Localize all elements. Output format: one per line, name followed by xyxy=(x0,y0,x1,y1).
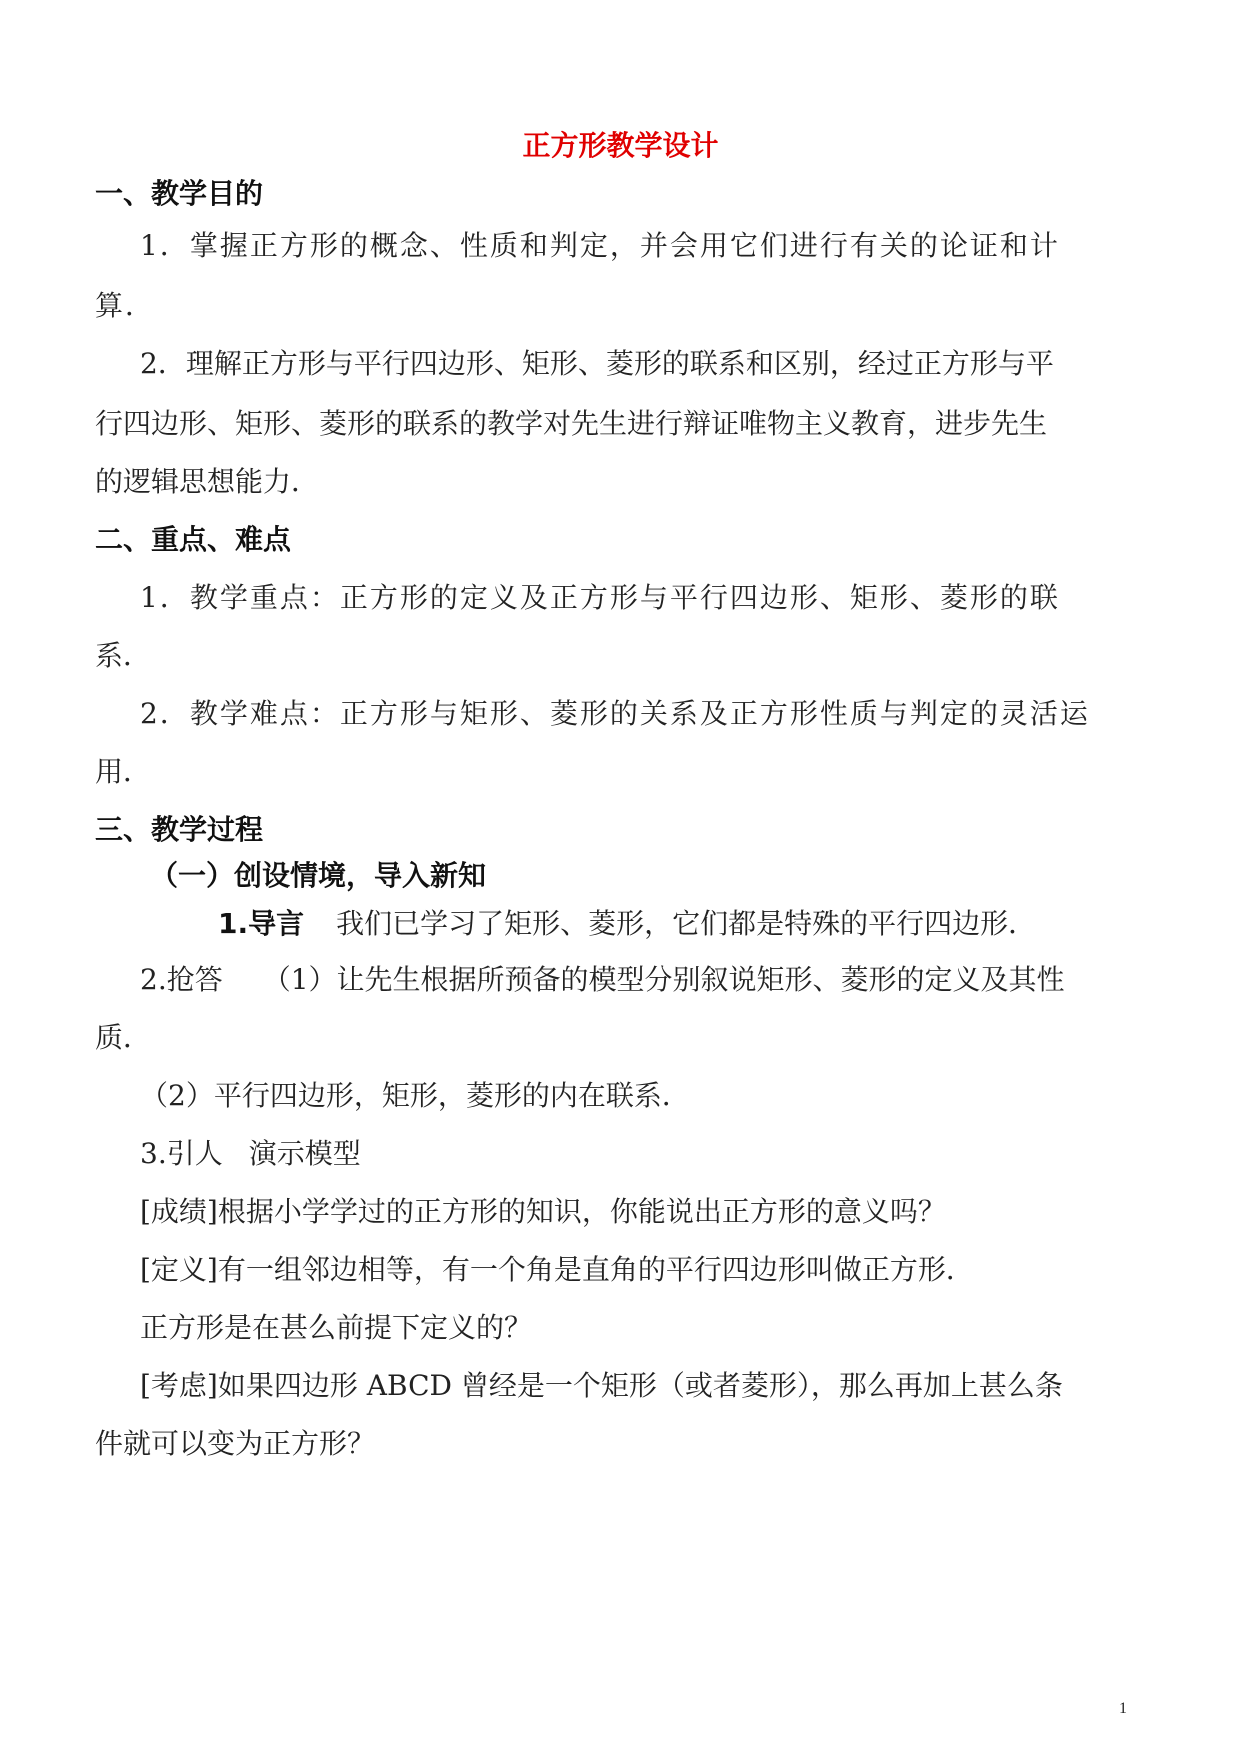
intro-label: 1.导言 xyxy=(218,907,305,940)
objective-1-line-1: 1．掌握正方形的概念、性质和判定，并会用它们进行有关的论证和计 xyxy=(140,229,1060,262)
key-point-1-line-2: 系． xyxy=(95,639,152,672)
subsection-heading-scenario: （一）创设情境，导入新知 xyxy=(150,859,487,892)
page-number: 1 xyxy=(1119,1700,1127,1717)
objective-2-line-3: 的逻辑思想能力． xyxy=(95,465,320,498)
section-heading-process: 三、教学过程 xyxy=(95,813,264,846)
section-heading-key-points: 二、重点、难点 xyxy=(95,523,292,556)
document-title: 正方形教学设计 xyxy=(522,129,719,162)
lead-in-line xyxy=(140,1136,361,1172)
rush-answer-line-1 xyxy=(140,962,1065,998)
objective-1-line-2: 算． xyxy=(95,289,156,322)
difficulty-line-1: 2．教学难点：正方形与矩形、菱形的关系及正方形性质与判定的灵活运 xyxy=(140,697,1090,730)
think-line-1: [考虑]如果四边形 ABCD 曾经是一个矩形（或者菱形），那么再加上甚么条 xyxy=(140,1369,1063,1402)
objective-2-line-1: 2．理解正方形与平行四边形、矩形、菱形的联系和区别，经过正方形与平 xyxy=(140,347,1054,380)
premise-question: 正方形是在甚么前提下定义的？ xyxy=(140,1311,533,1344)
rush-answer-item-2: （2）平行四边形，矩形，菱形的内在联系． xyxy=(140,1079,690,1112)
lead-in-label: 3.引人 xyxy=(140,1137,223,1170)
rush-answer-line-2: 质． xyxy=(95,1021,152,1054)
rush-answer-label: 2.抢答 xyxy=(140,963,223,996)
intro-paragraph xyxy=(218,906,1036,942)
difficulty-line-2: 用． xyxy=(95,755,152,788)
question-score: [成绩]根据小学学过的正方形的知识，你能说出正方形的意义吗？ xyxy=(140,1195,946,1228)
objective-2-line-2: 行四边形、矩形、菱形的联系的教学对先生进行辩证唯物主义教育，进步先生 xyxy=(95,407,1048,440)
section-heading-objectives: 一、教学目的 xyxy=(95,177,264,210)
lead-in-text: 演示模型 xyxy=(248,1137,361,1170)
definition-line: [定义]有一组邻边相等，有一个角是直角的平行四边形叫做正方形． xyxy=(140,1253,974,1286)
think-line-2: 件就可以变为正方形？ xyxy=(95,1427,376,1460)
intro-text: 我们已学习了矩形、菱形，它们都是特殊的平行四边形． xyxy=(336,907,1037,940)
key-point-1-line-1: 1．教学重点：正方形的定义及正方形与平行四边形、矩形、菱形的联 xyxy=(140,581,1060,614)
rush-answer-text: （1）让先生根据所预备的模型分别叙说矩形、菱形的定义及其性 xyxy=(262,963,1065,996)
